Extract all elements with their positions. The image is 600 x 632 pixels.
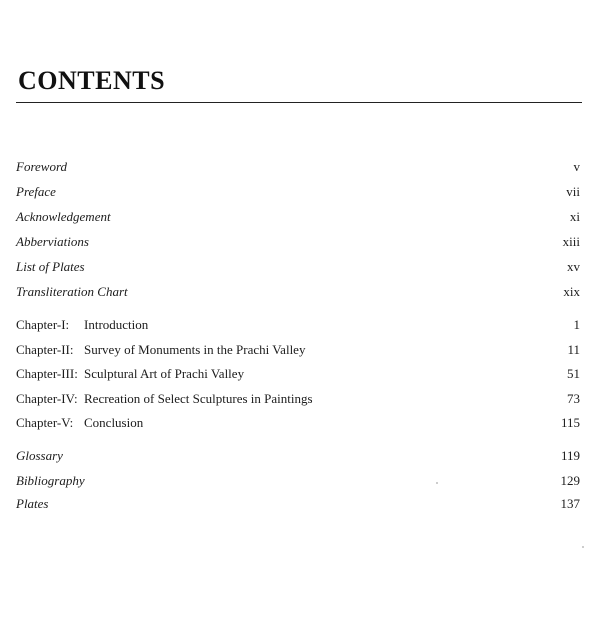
scan-speck bbox=[582, 546, 584, 548]
toc-entry-page: v bbox=[573, 159, 580, 174]
toc-entry-page: 119 bbox=[560, 448, 580, 463]
toc-entry-foreword bbox=[16, 157, 582, 177]
chapter-label: Chapter-V: bbox=[16, 415, 74, 430]
chapter-label: Chapter-III: bbox=[16, 366, 78, 381]
chapter-title: Recreation of Select Sculptures in Paintings bbox=[84, 391, 313, 406]
toc-entry-title: Foreword bbox=[16, 159, 68, 174]
toc-entry-title: Transliteration Chart bbox=[16, 284, 128, 299]
toc-entry-title: Bibliography bbox=[16, 473, 85, 488]
chapter-label: Chapter-II: bbox=[16, 342, 74, 357]
toc-entry-page: 51 bbox=[567, 366, 580, 381]
toc-entry-chapter-5 bbox=[16, 413, 582, 433]
toc-entry-chapter-4 bbox=[16, 389, 582, 409]
toc-entry-plates bbox=[16, 494, 582, 514]
toc-entry-page: vii bbox=[566, 184, 580, 199]
chapter-title: Sculptural Art of Prachi Valley bbox=[84, 366, 245, 381]
toc-entry-page: xiii bbox=[562, 234, 580, 249]
chapter-title: Survey of Monuments in the Prachi Valley bbox=[84, 342, 306, 357]
toc-entry-bibliography bbox=[16, 471, 582, 491]
toc-entry-title: Acknowledgement bbox=[16, 209, 111, 224]
scan-speck bbox=[436, 482, 438, 484]
toc-entry-acknowledgement bbox=[16, 207, 582, 227]
toc-entry-page: 1 bbox=[573, 317, 580, 332]
toc-entry-title: Plates bbox=[16, 496, 49, 511]
toc-entry-abbreviations bbox=[16, 232, 582, 252]
toc-entry-list-of-plates bbox=[16, 257, 582, 277]
toc-entry-transliteration-chart bbox=[16, 282, 582, 302]
toc-entry-page: xv bbox=[567, 259, 580, 274]
toc-entry-title: List of Plates bbox=[16, 259, 85, 274]
toc-entry-page: 11 bbox=[567, 342, 580, 357]
toc-entry-title: Preface bbox=[16, 184, 56, 199]
toc-entry-page: xi bbox=[569, 209, 580, 224]
toc-entry-page: 73 bbox=[567, 391, 580, 406]
chapter-title: Introduction bbox=[84, 317, 149, 332]
toc-entry-page: 115 bbox=[560, 415, 580, 430]
chapter-label: Chapter-IV: bbox=[16, 391, 78, 406]
toc-entry-chapter-1 bbox=[16, 315, 582, 335]
toc-entry-title: Abberviations bbox=[16, 234, 89, 249]
title-divider bbox=[16, 102, 582, 103]
chapter-label: Chapter-I: bbox=[16, 317, 70, 332]
chapter-title: Conclusion bbox=[84, 415, 144, 430]
toc-entry-title: Glossary bbox=[16, 448, 63, 463]
toc-entry-page: 137 bbox=[560, 496, 580, 511]
toc-entry-preface bbox=[16, 182, 582, 202]
toc-entry-chapter-3 bbox=[16, 364, 582, 384]
page-title: CONTENTS bbox=[18, 66, 166, 95]
toc-entry-page: 129 bbox=[560, 473, 580, 488]
toc-entry-page: xix bbox=[563, 284, 580, 299]
toc-entry-chapter-2 bbox=[16, 340, 582, 360]
toc-entry-glossary bbox=[16, 446, 582, 466]
